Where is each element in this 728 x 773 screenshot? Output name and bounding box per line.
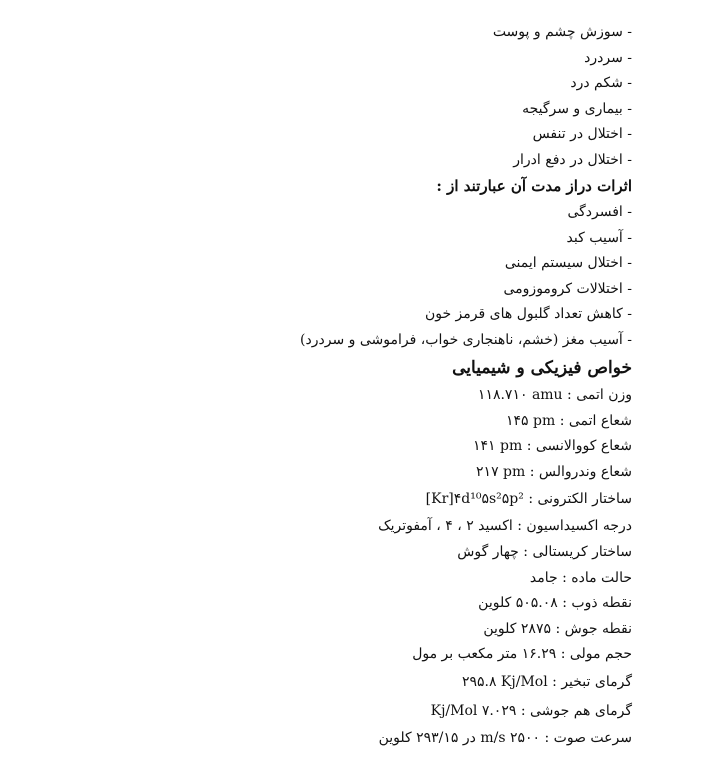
list-item: - سردرد <box>584 49 632 66</box>
property-label: سرعت صوت : <box>544 729 632 746</box>
property-value: [Kr]۴d¹⁰۵s²۵p² <box>425 491 524 508</box>
property-melting-point <box>72 591 632 617</box>
property-label: درجه اکسیداسیون : <box>517 518 632 535</box>
short-term-effects-list <box>72 20 632 173</box>
list-item: - اختلال سیستم ایمنی <box>504 255 632 271</box>
property-crystal-structure <box>72 540 632 566</box>
property-atomic-weight <box>72 383 632 409</box>
property-value: Kj/Mol ۷.۰۲۹ <box>430 702 517 719</box>
property-label: ساختار الکترونی : <box>528 491 632 508</box>
property-label: نقطه ذوب : <box>562 595 632 612</box>
property-value: ۱۴۱ pm <box>472 438 523 455</box>
property-boiling-point <box>72 617 632 643</box>
property-value: ۲۵۰۰ m/s در ۲۹۳/۱۵ کلوین <box>378 729 541 746</box>
content-column <box>72 20 632 752</box>
property-value: ۲۹۵.۸ Kj/Mol <box>461 673 548 690</box>
list-item: - افسردگی <box>567 204 632 220</box>
property-value: ۲۸۷۵ کلوین <box>483 620 551 637</box>
property-speed-of-sound <box>72 726 632 752</box>
properties-title: خواص فیزیکی و شیمیایی <box>452 358 632 378</box>
list-item: - بیماری و سرگیجه <box>522 100 632 117</box>
list-item: - آسیب مغز (خشم، ناهنجاری خواب، فراموشی و سردرد) <box>300 331 632 348</box>
properties-list <box>72 383 632 752</box>
property-van-der-waals-radius <box>72 460 632 486</box>
list-item: - کاهش تعداد گلبول های قرمز خون <box>424 306 632 322</box>
property-heat-of-fusion <box>72 697 632 726</box>
property-atomic-radius <box>72 409 632 435</box>
list-item: - شکم درد <box>570 75 632 91</box>
property-state-of-matter <box>72 566 632 592</box>
property-value: ۵۰۵.۰۸ کلوین <box>478 595 558 612</box>
property-value: ۱۱۸.۷۱۰ amu <box>477 387 563 403</box>
property-label: نقطه جوش : <box>555 620 632 637</box>
property-electron-configuration <box>72 485 632 514</box>
property-label: شعاع اتمی : <box>559 412 632 429</box>
list-item: - اختلالات کروموزومی <box>503 280 632 297</box>
property-value: ۱۶.۲۹ متر مکعب بر مول <box>412 646 557 663</box>
property-label: گرمای تبخیر : <box>552 673 632 690</box>
property-covalent-radius <box>72 434 632 460</box>
list-item: - اختلال در دفع ادرار <box>513 151 632 168</box>
list-item: - اختلال در تنفس <box>532 126 632 142</box>
property-label: شعاع کووالانسی : <box>526 438 632 455</box>
long-term-heading: اثرات دراز مدت آن عبارتند از : <box>436 177 632 195</box>
property-label: وزن اتمی : <box>567 387 632 403</box>
property-value: اکسید ۲ ، ۴ ، آمفوتریک <box>378 518 513 535</box>
list-item: - آسیب کبد <box>566 229 632 246</box>
property-oxidation-state <box>72 514 632 540</box>
property-label: حجم مولی : <box>560 646 632 663</box>
property-label: حالت ماده : <box>562 569 632 586</box>
long-term-effects-list <box>72 200 632 353</box>
list-item: - سوزش چشم و پوست <box>492 24 632 40</box>
property-value: ۱۴۵ pm <box>506 412 556 429</box>
property-label: ساختار کریستالی : <box>523 543 632 560</box>
property-label: شعاع وندروالس : <box>529 463 632 480</box>
property-heat-of-vaporization <box>72 668 632 697</box>
property-value: ۲۱۷ pm <box>476 463 526 480</box>
property-label: گرمای هم جوشی : <box>520 702 632 719</box>
property-value: جامد <box>529 569 558 586</box>
property-molar-volume <box>72 642 632 668</box>
property-value: چهار گوش <box>457 543 519 560</box>
